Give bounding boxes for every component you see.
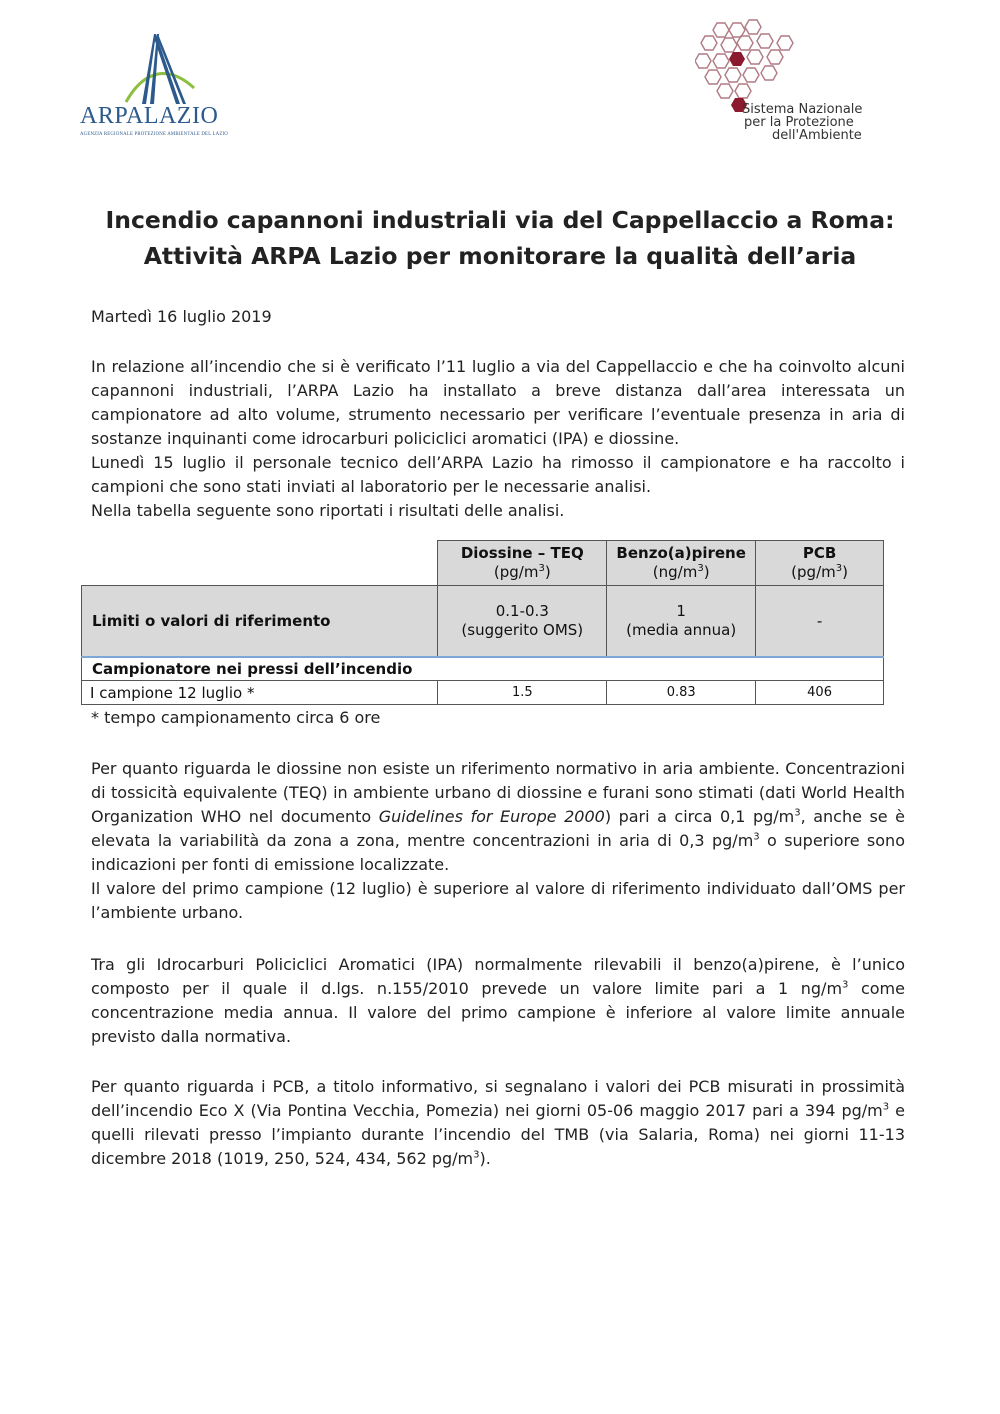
- table-header-row: [82, 541, 884, 586]
- arpalazio-logo: [80, 28, 240, 148]
- logo-wordmark: ARPALAZIO: [80, 103, 219, 129]
- column-header-pcb: PCB $(pg/m^3)$: [756, 541, 884, 586]
- ipa-paragraph: Tra gli Idrocarburi Policiclici Aromatici (IPA) normalmente rilevabili il benzo(a)pirene, è l’unico composto per il quale il d.lgs. n.155/2010 prevede un valore limite pari a 1 $ng/m^3$ come concentrazione media annua. Il valore del primo campione è inferiore al valore limite annuale previsto dalla normativa.: [91, 955, 905, 1046]
- limit-pcb: -: [756, 586, 884, 658]
- logo-subtitle: AGENZIA REGIONALE PROTEZIONE AMBIENTALE DEL LAZIO: [80, 132, 228, 137]
- value-benzo: 0.83: [607, 681, 756, 705]
- diossine-section: [91, 757, 905, 925]
- limit-diossine: 0.1-0.3 (suggerito OMS): [438, 586, 607, 658]
- intro-paragraph-2: Lunedì 15 luglio il personale tecnico dell’ARPA Lazio ha rimosso il campionatore e ha raccolto i campioni che sono stati inviati al laboratorio per le necessarie analisi.: [91, 453, 905, 496]
- arpalazio-emblem-icon: [120, 28, 200, 106]
- snpa-wordmark: [730, 103, 900, 142]
- results-table: [81, 540, 884, 705]
- limits-row: [82, 586, 884, 658]
- table-footnote: * tempo campionamento circa 6 ore: [91, 708, 381, 727]
- table-corner: [82, 541, 438, 586]
- snpa-logo: [690, 18, 900, 148]
- page-title: [60, 202, 940, 274]
- value-pcb: 406: [756, 681, 884, 705]
- table-row: [82, 681, 884, 705]
- section-row: [82, 657, 884, 681]
- column-header-diossine: Diossine – TEQ $(pg/m^3)$: [438, 541, 607, 586]
- section-label: Campionatore nei pressi dell’incendio: [82, 657, 884, 681]
- snpa-line-1: Sistema Nazionale: [742, 102, 863, 117]
- title-line-1: Incendio capannoni industriali via del Cappellaccio a Roma:: [105, 206, 895, 234]
- limit-benzo: 1 (media annua): [607, 586, 756, 658]
- diossine-paragraph: Per quanto riguarda le diossine non esiste un riferimento normativo in aria ambiente. Concentrazioni di tossicità equivalente (TEQ) in ambiente urbano di diossine e furani sono stimati (dati World Health Organization WHO nel documento Guidelines for Europe 2000) pari a circa 0,1 $pg/m^3$, anche se è elevata la variabilità da zona a zona, mentre concentrazioni in aria di 0,3 $pg/m^3$ o superiore sono indicazioni per fonti di emissione localizzate.: [91, 759, 906, 874]
- title-line-2: Attività ARPA Lazio per monitorare la qualità dell’aria: [143, 242, 857, 270]
- intro-paragraph-3: Nella tabella seguente sono riportati i risultati delle analisi.: [91, 501, 565, 520]
- value-diossine: 1.5: [438, 681, 607, 705]
- snpa-line-3: dell'Ambiente: [772, 128, 862, 143]
- intro-section: [91, 355, 905, 523]
- diossine-conclusion: Il valore del primo campione (12 luglio) è superiore al valore di riferimento individuato dall’OMS per l’ambiente urbano.: [91, 879, 905, 922]
- intro-paragraph-1: In relazione all’incendio che si è verificato l’11 luglio a via del Cappellaccio e che ha coinvolto alcuni capannoni industriali, l’ARPA Lazio ha installato a breve distanza dall’area interessata un campionatore ad alto volume, strumento necessario per verificare l’eventuale presenza in aria di sostanze inquinanti come idrocarburi policiclici aromatici (IPA) e diossine.: [91, 357, 905, 448]
- publication-date: Martedì 16 luglio 2019: [91, 307, 272, 326]
- column-header-benzo: Benzo(a)pirene $(ng/m^3)$: [607, 541, 756, 586]
- snpa-line-2: per la Protezione: [744, 115, 854, 130]
- sample-label: I campione 12 luglio *: [82, 681, 438, 705]
- limits-label: Limiti o valori di riferimento: [82, 586, 438, 658]
- pcb-paragraph: Per quanto riguarda i PCB, a titolo informativo, si segnalano i valori dei PCB misurati in prossimità dell’incendio Eco X (Via Pontina Vecchia, Pomezia) nei giorni 05-06 maggio 2017 pari a 394 $pg/m^3$ e quelli rilevati presso l’impianto durante l’incendio del TMB (via Salaria, Roma) nei giorni 11-13 dicembre 2018 (1019, 250, 524, 434, 562 $pg/m^3$).: [91, 1077, 905, 1168]
